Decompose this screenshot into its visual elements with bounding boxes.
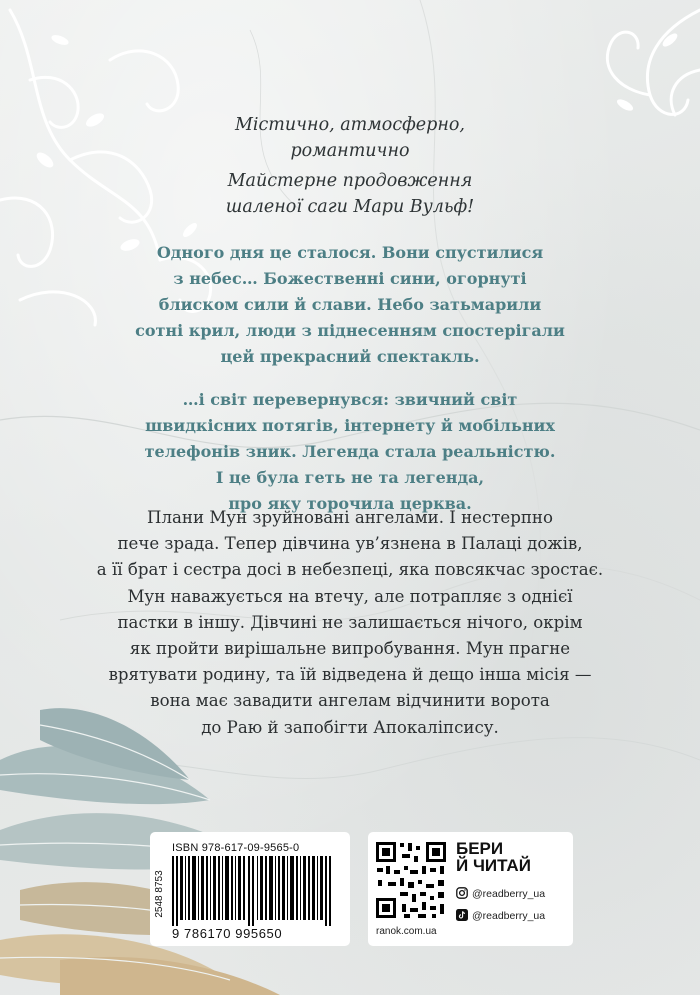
synopsis-line: до Раю й запобігти Апокаліпсису. [201, 717, 499, 737]
teaser-line: І це була геть не та легенда, [215, 468, 485, 487]
teaser-paragraph-1 [0, 240, 700, 370]
teaser-paragraph-2 [0, 387, 700, 517]
promo-line-1: Майстерне продовження [227, 171, 473, 191]
teaser-line: блиском сили й слави. Небо затьмарили [158, 295, 542, 314]
synopsis-text [0, 505, 700, 741]
instagram-icon [456, 887, 468, 899]
synopsis-line: Плани Мун зруйновані ангелами. І нестерпно [147, 508, 553, 527]
brand-logo [456, 840, 531, 874]
synopsis-line: Мун наважується на втечу, але потрапляє з однієї [127, 586, 573, 606]
teaser-line: з небес… Божественні сини, огорнуті [173, 269, 527, 288]
promo-quote [0, 168, 700, 220]
promo-line-2: шаленої саги Мари Вульф! [225, 197, 475, 217]
teaser-line: сотні крил, люди з піднесенням спостерігали [135, 321, 565, 340]
tiktok-handle-text: @readberry_ua [472, 910, 546, 922]
teaser-line: цей прекрасний спектакль. [220, 347, 480, 366]
barcode-panel [150, 832, 350, 946]
synopsis-line: врятувати родину, та їй відведена й дещо інша місія — [108, 665, 592, 685]
teaser-line: про яку торочила церква. [228, 494, 472, 513]
instagram-handle [456, 887, 545, 900]
barcode-icon [172, 856, 342, 926]
side-digits [152, 860, 166, 928]
tiktok-handle [456, 909, 545, 922]
brand-line-1: БЕРИ [456, 839, 504, 858]
teaser-line: Одного дня це сталося. Вони спустилися [156, 243, 544, 262]
synopsis-line: вона має завадити ангелам відчинити ворота [150, 691, 550, 711]
tiktok-icon [456, 909, 468, 921]
teaser-text [0, 240, 700, 534]
barcode-number: 9 786170 995650 [172, 926, 283, 941]
publisher-panel [368, 832, 573, 946]
synopsis-line: пастки в іншу. Дівчині не залишається нічого, окрім [117, 612, 583, 632]
isbn-label: ISBN 978-617-09-9565-0 [172, 842, 300, 854]
tagline [0, 112, 700, 164]
brand-line-2: Й ЧИТАЙ [456, 856, 531, 875]
synopsis-paragraph [0, 505, 700, 741]
synopsis-line: пече зрада. Тепер дівчина ув’язнена в Палаці дожів, [117, 534, 583, 554]
tagline-line-1: Містично, атмосферно, [234, 115, 465, 135]
swirl-ornament-right [550, 0, 700, 130]
teaser-line: …і світ перевернувся: звичний світ [182, 390, 518, 409]
side-digits-text: 2548 8753 [154, 870, 165, 918]
instagram-handle-text: @readberry_ua [472, 888, 546, 900]
tagline-line-2: романтично [290, 141, 410, 161]
synopsis-line: а її брат і сестра досі в небезпеці, яка повсякчас зростає. [96, 560, 604, 580]
teaser-line: телефонів зник. Легенда стала реальністю. [144, 442, 556, 461]
qr-code-icon [374, 840, 448, 920]
publisher-site: ranok.com.ua [376, 926, 437, 937]
teaser-line: швидкісних потягів, інтернету й мобільних [145, 416, 555, 435]
synopsis-line: як пройти вирішальне випробування. Мун прагне [129, 639, 571, 659]
